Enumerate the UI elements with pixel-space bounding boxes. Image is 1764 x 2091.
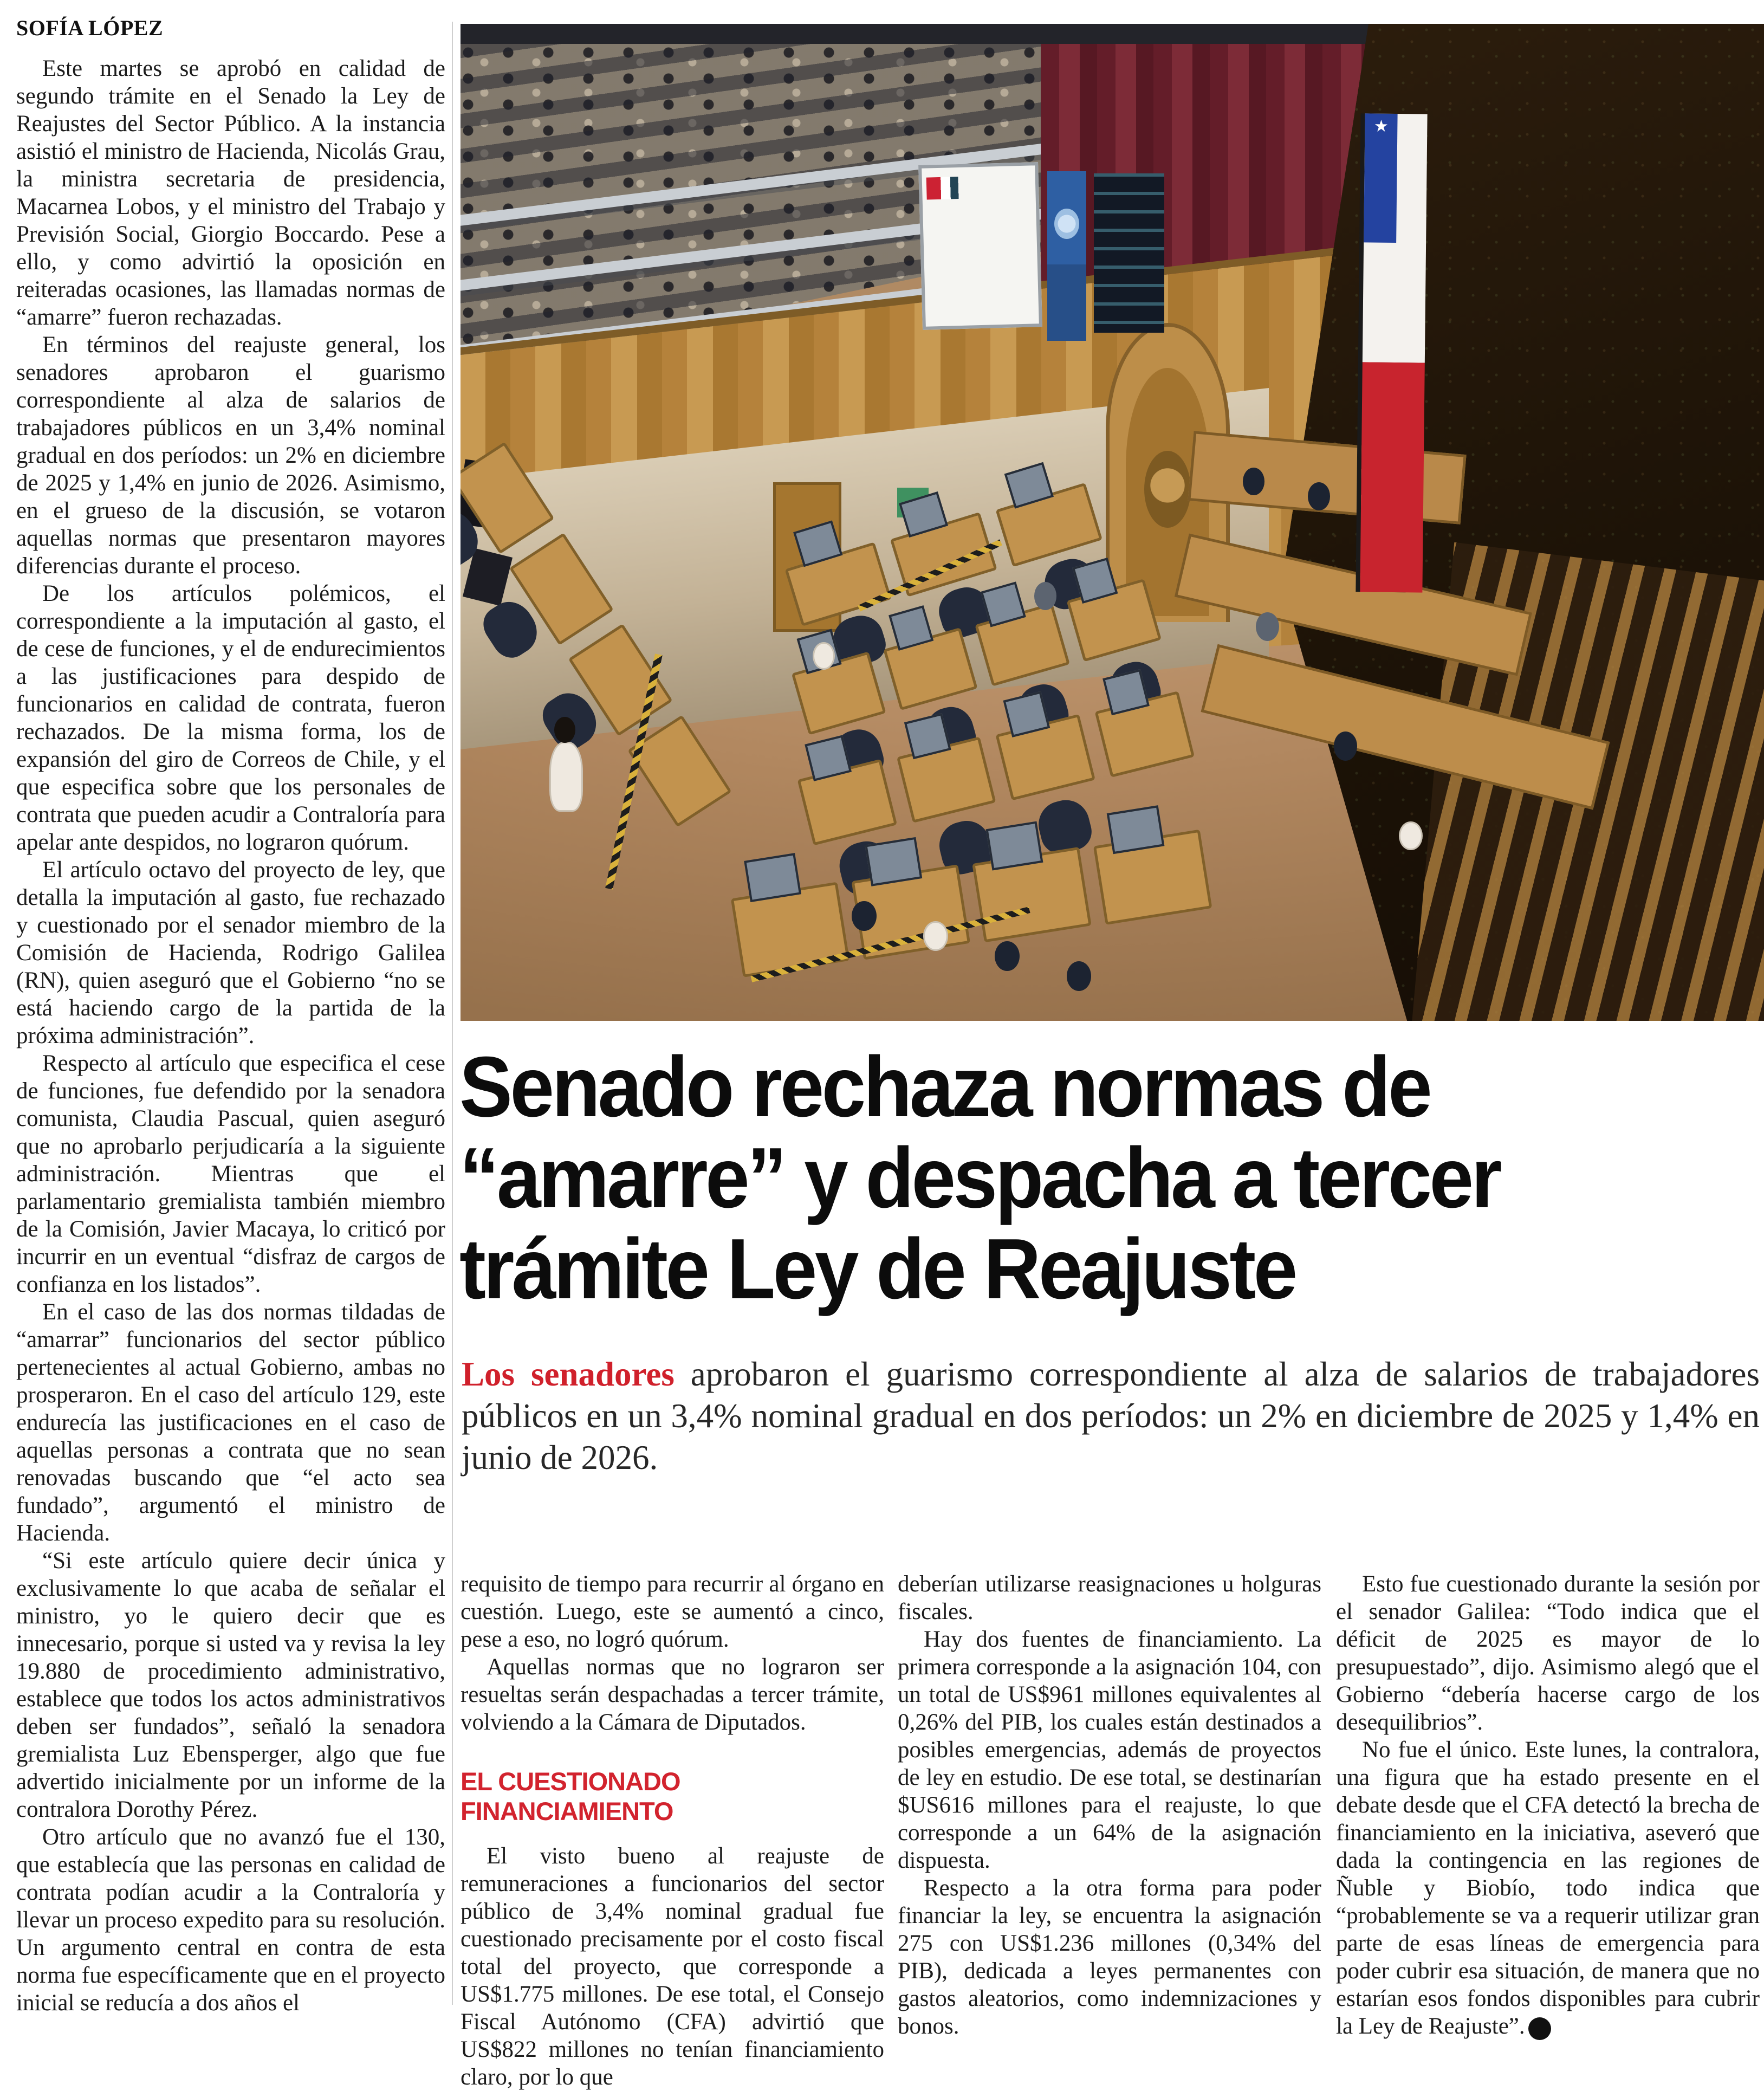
desk-monitor <box>865 837 923 886</box>
article-paragraph: “Si este artículo quiere decir única y exclusivamente lo que acaba de señalar el ministro, yo le quiero decir que es innecesario, porque si usted va y revisa la ley 19.880 de procedimiento administrativo, establece que todos los actos administrativos deben ser fundados”, señaló la senadora gremialista Luz Ebensperger, algo que fue advertido inicialmente por un informe de la contralora Dorothy Pérez. <box>16 1548 445 1822</box>
headline-line: Senado rechaza normas de <box>459 1039 1430 1135</box>
person <box>813 642 835 670</box>
column-divider <box>452 22 453 2005</box>
person <box>1034 582 1056 610</box>
headline-line: “amarre” y despacha a tercer <box>459 1130 1500 1226</box>
senate-chamber-photo <box>461 24 1764 1021</box>
screen-header-graphics <box>926 176 1007 200</box>
bottom-column-2 <box>898 1570 1321 2040</box>
person <box>1334 731 1357 760</box>
flag-blue-canton: ★ <box>1364 113 1398 243</box>
person <box>1308 482 1330 510</box>
article-paragraph: deberían utilizarse reasignaciones u holguras fiscales. <box>898 1571 1321 1624</box>
section-subhead: EL CUESTIONADO FINANCIAMIENTO <box>461 1767 680 1825</box>
voting-board <box>1094 173 1164 333</box>
lede-lead: Los senadores <box>462 1355 675 1393</box>
article-paragraph: De los artículos polémicos, el correspondiente a la imputación al gasto, el de cese de funciones, y el de endurecimientos a las justificaciones para despido de funcionarios en calidad de contrata, fueron rechazados. De la misma forma, los de expansión del giro de Correos de Chile, y el que especifica sobre que los personales de contrata que pueden acudir a Contraloría para apelar ante despidos, no lograron quórum. <box>16 581 445 855</box>
person <box>1399 821 1422 850</box>
person <box>1067 961 1092 991</box>
flag-red-band <box>1360 362 1425 592</box>
article-paragraph: requisito de tiempo para recurrir al órgano en cuestión. Luego, este se aumentó a cinco, pese a eso, no logró quórum. <box>461 1571 884 1652</box>
left-column <box>16 15 445 2017</box>
desk-monitor <box>986 821 1043 870</box>
article-paragraph: En términos del reajuste general, los senadores aprobaron el guarismo correspondiente al alza de salarios de trabajadores públicos en un 3,4% nominal gradual en dos períodos: un 2% en diciembre de 2025 y 1,4% en junio de 2026. Asimismo, en el grueso de la discusión, se votaron aquellas normas que presentaron mayores diferencias durante el proceso. <box>16 332 445 579</box>
banner-emblem <box>1054 209 1079 239</box>
blue-banner <box>1047 171 1086 341</box>
chile-flag <box>1360 113 1428 592</box>
article-paragraph: Esto fue cuestionado durante la sesión por el senador Galilea: “Todo indica que el déficit de 2025 es mayor de lo presupuestado”, dijo. Asimismo alegó que el Gobierno “debería hacerse cargo de los desequilibrios”. <box>1336 1571 1760 1735</box>
lede <box>462 1354 1760 1479</box>
bottom-column-1 <box>461 1570 884 2091</box>
projection-screen <box>918 162 1042 329</box>
desk <box>731 882 850 977</box>
article-paragraph: En el caso de las dos normas tildadas de “amarrar” funcionarios del sector público pertenecientes al actual Gobierno, ambas no prosperaron. En el caso del artículo 129, este endurecía las justificaciones en el caso de aquellas personas a contrata que no sean renovadas buscando que “el acto sea fundado”, argumentó el ministro de Hacienda. <box>16 1299 445 1546</box>
desk-monitor <box>744 853 801 902</box>
door-emblem <box>1144 451 1191 528</box>
headline-line: trámite Ley de Reajuste <box>459 1221 1295 1317</box>
article-paragraph: Respecto a la otra forma para poder financiar la ley, se encuentra la asignación 275 con US$1.236 millones (0,34% del PIB), dedicada a leyes permanentes con gastos aleatorios, como indemnizaciones y bonos. <box>898 1875 1321 2039</box>
person-white-dress <box>549 742 583 812</box>
headline <box>459 1041 1764 1315</box>
article-paragraph: Otro artículo que no avanzó fue el 130, que establecía que las personas en calidad de contrata podían acudir a la Contraloría y llevar un proceso expedito para su resolución. Un argumento central en contra de esta norma fue específicamente que en el proyecto inicial se reducía a dos años el <box>16 1824 445 2016</box>
article-paragraph: Hay dos fuentes de financiamiento. La primera corresponde a la asignación 104, con un total de US$961 millones equivalentes al 0,26% del PIB, los cuales están destinados a posibles emergencias, además de proyectos de ley en estudio. De ese total, se destinarían $US616 millones para el reajuste, lo que corresponde a un 64% de la asignación dispuesta. <box>898 1627 1321 1873</box>
article-paragraph: El artículo octavo del proyecto de ley, que detalla la imputación al gasto, fue rechazado y cuestionado por el senador miembro de la Comisión de Hacienda, Rodrigo Galilea (RN), quien aseguró que el Gobierno “no se está haciendo cargo de la partida de la próxima administración”. <box>16 857 445 1048</box>
person <box>923 921 948 951</box>
article-paragraph: Este martes se aprobó en calidad de segundo trámite en el Senado la Ley de Reajustes del Sector Público. A la instancia asistió el ministro de Hacienda, Nicolás Grau, la ministra secretaria de presidencia, Macarnea Lobos, y el ministro del Trabajo y Previsión Social, Giorgio Boccardo. Pese a ello, y como advirtió la oposición en reiteradas ocasiones, las llamadas normas de “amarre” fueron rechazadas. <box>16 56 445 330</box>
article-paragraph: Respecto al artículo que especifica el cese de funciones, fue defendido por la senadora comunista, Claudia Pascual, quien aseguró que no aprobarlo perjudicaría a la siguiente administración. Mientras que el parlamentario gremialista también miembro de la Comisión, Javier Macaya, lo criticó por incurrir en un eventual “disfraz de cargos de confianza en los listados”. <box>16 1051 445 1297</box>
article-paragraph-text: No fue el único. Este lunes, la contralora, una figura que ha estado presente en el debate desde que el CFA detectó la brecha de financiamiento en la iniciativa, aseveró que dada la contingencia en las regiones de Ñuble y Biobío, todo indica que “probablemente se va a requerir utilizar gran parte de esas líneas de emergencia para poder cubrir esa situación, de manera que no estarían esos fondos disponibles para cubrir la Ley de Reajuste”. <box>1336 1737 1760 2039</box>
article-paragraph <box>1336 1736 1760 2040</box>
article-paragraph: El visto bueno al reajuste de remuneraciones a funcionarios del sector público de 3,4% nominal gradual fue cuestionado precisamente por el costo fiscal total del proyecto, que corresponde a US$1.775 millones. De ese total, el Consejo Fiscal Autónomo (CFA) advirtió que US$822 millones no tenían financiamiento claro, por lo que <box>461 1843 884 2090</box>
person <box>852 901 877 931</box>
person-head <box>554 717 575 743</box>
person <box>995 941 1020 971</box>
person <box>1256 612 1279 641</box>
desk-monitor <box>1107 805 1164 854</box>
lede-text: aprobaron el guarismo correspondiente al alza de salarios de trabajadores públicos en un 3,4% nominal gradual en dos períodos: un 2% en diciembre de 2025 y 1,4% en junio de 2026. <box>462 1355 1760 1477</box>
article-paragraph: Aquellas normas que no lograron ser resueltas serán despachadas a tercer trámite, volviendo a la Cámara de Diputados. <box>461 1654 884 1735</box>
bottom-column-3 <box>1336 1570 1760 2040</box>
byline: SOFÍA LÓPEZ <box>16 16 164 40</box>
end-of-article-mark: P <box>1528 2017 1551 2040</box>
